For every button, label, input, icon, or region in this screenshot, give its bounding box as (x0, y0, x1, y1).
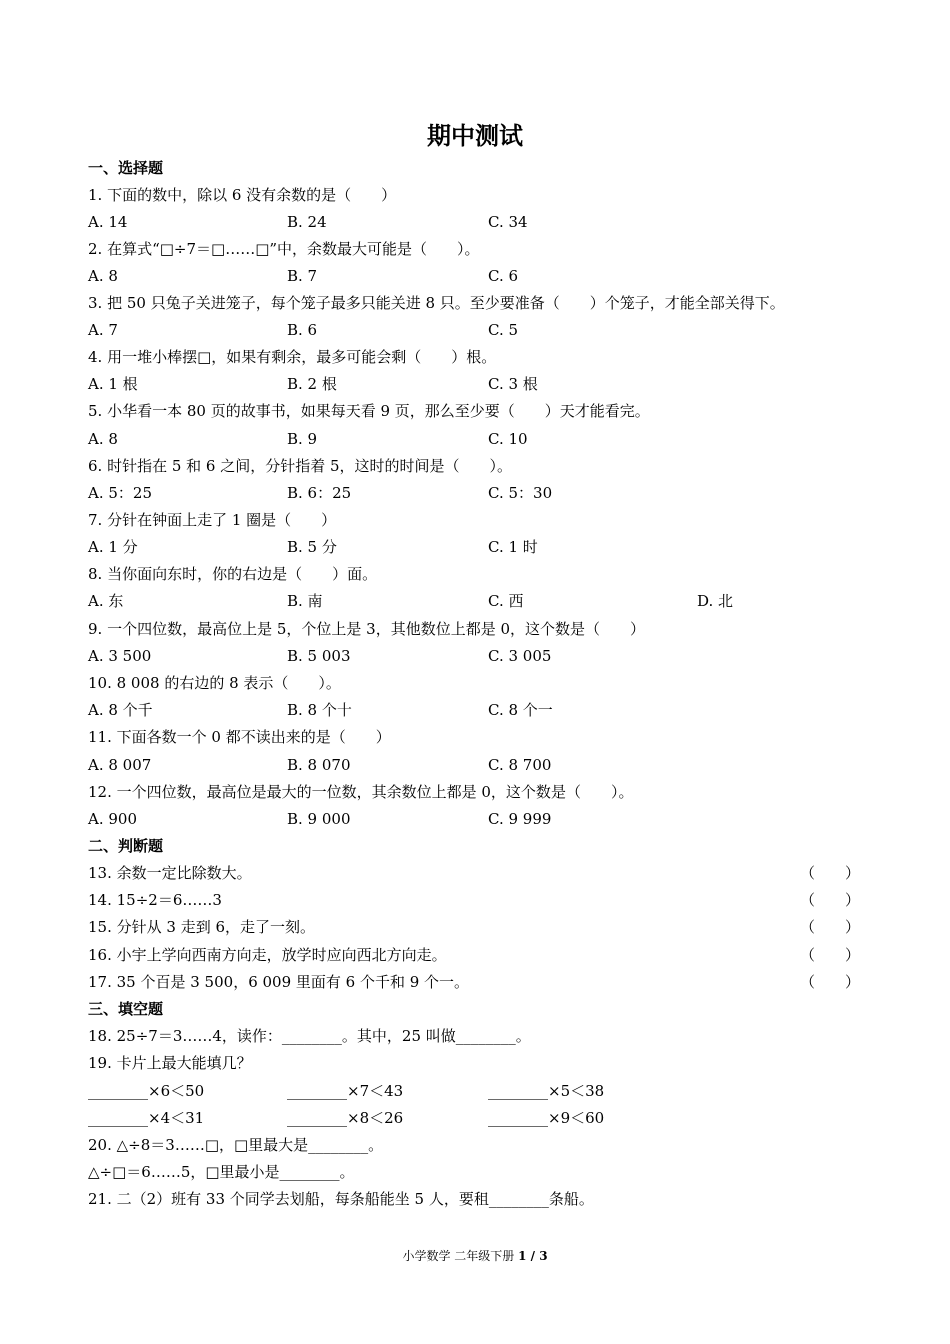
q3-option-a: A. 7 (88, 321, 118, 339)
answer-parenthesis: （ ） (800, 891, 861, 909)
q8-option-c: C. 西 (488, 592, 524, 610)
question-3: 3. 把 50 只兔子关进笼子，每个笼子最多只能关进 8 只。至少要准备（ ）个笼子，才能全部关得下。 (88, 294, 785, 312)
q7-option-c: C. 1 时 (488, 538, 538, 556)
footer-subject: 小学数学 二年级下册 (402, 1249, 515, 1263)
page-title: 期中测试 (427, 121, 523, 150)
question-21: 21. 二（2）班有 33 个同学去划船，每条船能坐 5 人，要租________条船。 (88, 1190, 594, 1208)
answer-parenthesis: （ ） (800, 918, 861, 936)
answer-parenthesis: （ ） (800, 973, 861, 991)
q9-option-a: A. 3 500 (88, 647, 152, 665)
section-heading-judge: 二、判断题 (88, 837, 164, 855)
footer-page-number: 1 / 3 (518, 1249, 548, 1263)
q4-option-a: A. 1 根 (88, 375, 138, 393)
q8-option-b: B. 南 (287, 592, 323, 610)
question-1: 1. 下面的数中，除以 6 没有余数的是（ ） (88, 186, 397, 204)
question-4: 4. 用一堆小棒摆□，如果有剩余，最多可能会剩（ ）根。 (88, 348, 497, 366)
question-15: 15. 分针从 3 走到 6，走了一刻。 (88, 918, 316, 936)
q9-option-b: B. 5 003 (287, 647, 351, 665)
q7-option-a: A. 1 分 (88, 538, 138, 556)
question-9: 9. 一个四位数，最高位上是 5，个位上是 3，其他数位上都是 0，这个数是（ ） (88, 620, 646, 638)
question-5: 5. 小华看一本 80 页的故事书，如果每天看 9 页，那么至少要（ ）天才能看完。 (88, 402, 650, 420)
q11-option-a: A. 8 007 (88, 756, 152, 774)
q19-blank-6: ________×9＜60 (488, 1109, 605, 1127)
section-heading-fill: 三、填空题 (88, 1000, 164, 1018)
q7-option-b: B. 5 分 (287, 538, 337, 556)
q12-option-a: A. 900 (88, 810, 137, 828)
q4-option-c: C. 3 根 (488, 375, 538, 393)
q11-option-c: C. 8 700 (488, 756, 552, 774)
q2-option-c: C. 6 (488, 267, 519, 285)
q10-option-b: B. 8 个十 (287, 701, 352, 719)
question-17: 17. 35 个百是 3 500，6 009 里面有 6 个千和 9 个一。 (88, 973, 470, 991)
question-12: 12. 一个四位数，最高位是最大的一位数，其余数位上都是 0，这个数是（ ）。 (88, 783, 634, 801)
question-18: 18. 25÷7＝3……4，读作：________。其中，25 叫做________。 (88, 1027, 531, 1045)
q6-option-a: A. 5：25 (88, 484, 152, 502)
question-7: 7. 分针在钟面上走了 1 圈是（ ） (88, 511, 337, 529)
page-footer (0, 1247, 950, 1264)
q11-option-b: B. 8 070 (287, 756, 351, 774)
q12-option-c: C. 9 999 (488, 810, 552, 828)
question-13: 13. 余数一定比除数大。 (88, 864, 252, 882)
q1-option-b: B. 24 (287, 213, 327, 231)
q1-option-c: C. 34 (488, 213, 528, 231)
question-20: 20. △÷8＝3……□，□里最大是________。 (88, 1136, 384, 1154)
q19-blank-5: ________×8＜26 (287, 1109, 404, 1127)
q10-option-a: A. 8 个千 (88, 701, 153, 719)
section-heading-choice: 一、选择题 (88, 159, 164, 177)
q19-blank-1: ________×6＜50 (88, 1082, 205, 1100)
q4-option-b: B. 2 根 (287, 375, 337, 393)
question-20-part-2: △÷□＝6……5，□里最小是________。 (88, 1163, 355, 1181)
q3-option-c: C. 5 (488, 321, 519, 339)
question-6: 6. 时针指在 5 和 6 之间，分针指着 5，这时的时间是（ ）。 (88, 457, 513, 475)
question-8: 8. 当你面向东时，你的右边是（ ）面。 (88, 565, 378, 583)
q5-option-c: C. 10 (488, 430, 528, 448)
question-19: 19. 卡片上最大能填几？ (88, 1054, 252, 1072)
q6-option-b: B. 6：25 (287, 484, 352, 502)
answer-parenthesis: （ ） (800, 864, 861, 882)
question-10: 10. 8 008 的右边的 8 表示（ ）。 (88, 674, 341, 692)
question-11: 11. 下面各数一个 0 都不读出来的是（ ） (88, 728, 391, 746)
q2-option-a: A. 8 (88, 267, 118, 285)
q1-option-a: A. 14 (88, 213, 128, 231)
question-2: 2. 在算式“□÷7＝□……□”中，余数最大可能是（ ）。 (88, 240, 480, 258)
q8-option-d: D. 北 (697, 592, 734, 610)
q5-option-a: A. 8 (88, 430, 118, 448)
q12-option-b: B. 9 000 (287, 810, 351, 828)
q9-option-c: C. 3 005 (488, 647, 552, 665)
q19-blank-2: ________×7＜43 (287, 1082, 404, 1100)
q2-option-b: B. 7 (287, 267, 318, 285)
q3-option-b: B. 6 (287, 321, 318, 339)
q8-option-a: A. 东 (88, 592, 124, 610)
q19-blank-4: ________×4＜31 (88, 1109, 205, 1127)
q10-option-c: C. 8 个一 (488, 701, 553, 719)
question-14: 14. 15÷2＝6……3 (88, 891, 222, 909)
answer-parenthesis: （ ） (800, 946, 861, 964)
q19-blank-3: ________×5＜38 (488, 1082, 605, 1100)
q5-option-b: B. 9 (287, 430, 318, 448)
question-16: 16. 小宇上学向西南方向走，放学时应向西北方向走。 (88, 946, 447, 964)
q6-option-c: C. 5：30 (488, 484, 553, 502)
